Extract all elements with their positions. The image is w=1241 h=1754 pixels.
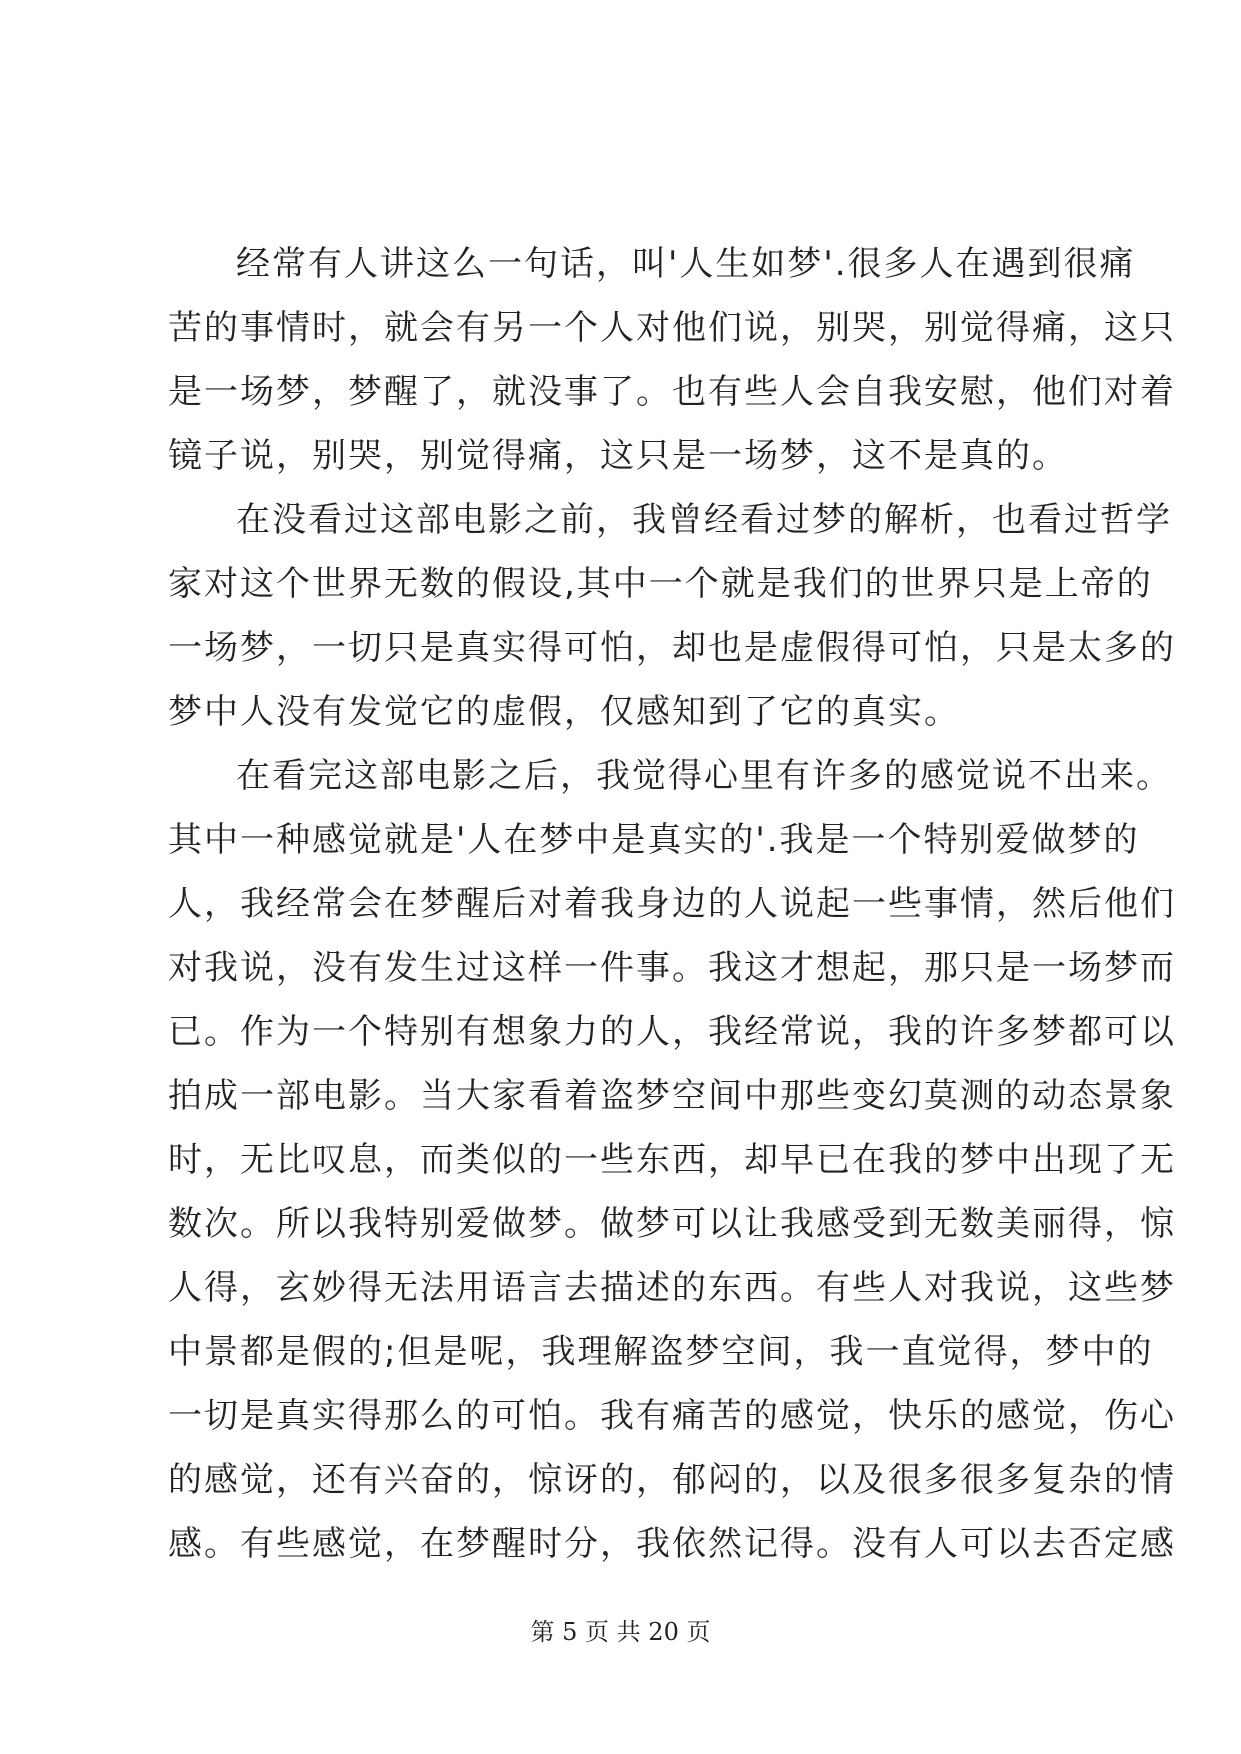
paragraph-line: 拍成一部电影。当大家看着盗梦空间中那些变幻莫测的动态景象 bbox=[168, 1076, 1176, 1116]
paragraph-line: 人得，玄妙得无法用语言去描述的东西。有些人对我说，这些梦 bbox=[168, 1268, 1176, 1308]
paragraph-line: 感。有些感觉，在梦醒时分，我依然记得。没有人可以去否定感 bbox=[168, 1524, 1176, 1564]
paragraph-line: 人，我经常会在梦醒后对着我身边的人说起一些事情，然后他们 bbox=[168, 884, 1176, 924]
paragraph-line: 的感觉，还有兴奋的，惊讶的，郁闷的，以及很多很多复杂的情 bbox=[168, 1460, 1176, 1500]
paragraph-line: 数次。所以我特别爱做梦。做梦可以让我感受到无数美丽得，惊 bbox=[168, 1204, 1176, 1244]
paragraph-line: 梦中人没有发觉它的虚假，仅感知到了它的真实。 bbox=[168, 692, 960, 732]
paragraph-line: 已。作为一个特别有想象力的人，我经常说，我的许多梦都可以 bbox=[168, 1012, 1176, 1052]
paragraph-line: 经常有人讲这么一句话，叫'人生如梦'.很多人在遇到很痛 bbox=[236, 244, 1136, 284]
paragraph-line: 镜子说，别哭，别觉得痛，这只是一场梦，这不是真的。 bbox=[168, 436, 1068, 476]
paragraph-line: 一场梦，一切只是真实得可怕，却也是虚假得可怕，只是太多的 bbox=[168, 628, 1176, 668]
paragraph-line: 在看完这部电影之后，我觉得心里有许多的感觉说不出来。 bbox=[236, 756, 1172, 796]
paragraph-line: 在没看过这部电影之前，我曾经看过梦的解析，也看过哲学 bbox=[236, 500, 1172, 540]
paragraph-line: 苦的事情时，就会有另一个人对他们说，别哭，别觉得痛，这只 bbox=[168, 308, 1176, 348]
paragraph-line: 其中一种感觉就是'人在梦中是真实的'.我是一个特别爱做梦的 bbox=[168, 820, 1140, 860]
body-text bbox=[168, 232, 1176, 1576]
paragraph-line: 一切是真实得那么的可怕。我有痛苦的感觉，快乐的感觉，伤心 bbox=[168, 1396, 1176, 1436]
paragraph-line: 中景都是假的;但是呢，我理解盗梦空间，我一直觉得，梦中的 bbox=[168, 1332, 1154, 1372]
page-number-footer: 第 5 页 共 20 页 bbox=[530, 1618, 711, 1646]
paragraph-line: 是一场梦，梦醒了，就没事了。也有些人会自我安慰，他们对着 bbox=[168, 372, 1176, 412]
paragraph-line: 时，无比叹息，而类似的一些东西，却早已在我的梦中出现了无 bbox=[168, 1140, 1176, 1180]
paragraph-line: 家对这个世界无数的假设,其中一个就是我们的世界只是上帝的 bbox=[168, 564, 1153, 604]
paragraph-line: 对我说，没有发生过这样一件事。我这才想起，那只是一场梦而 bbox=[168, 948, 1176, 988]
